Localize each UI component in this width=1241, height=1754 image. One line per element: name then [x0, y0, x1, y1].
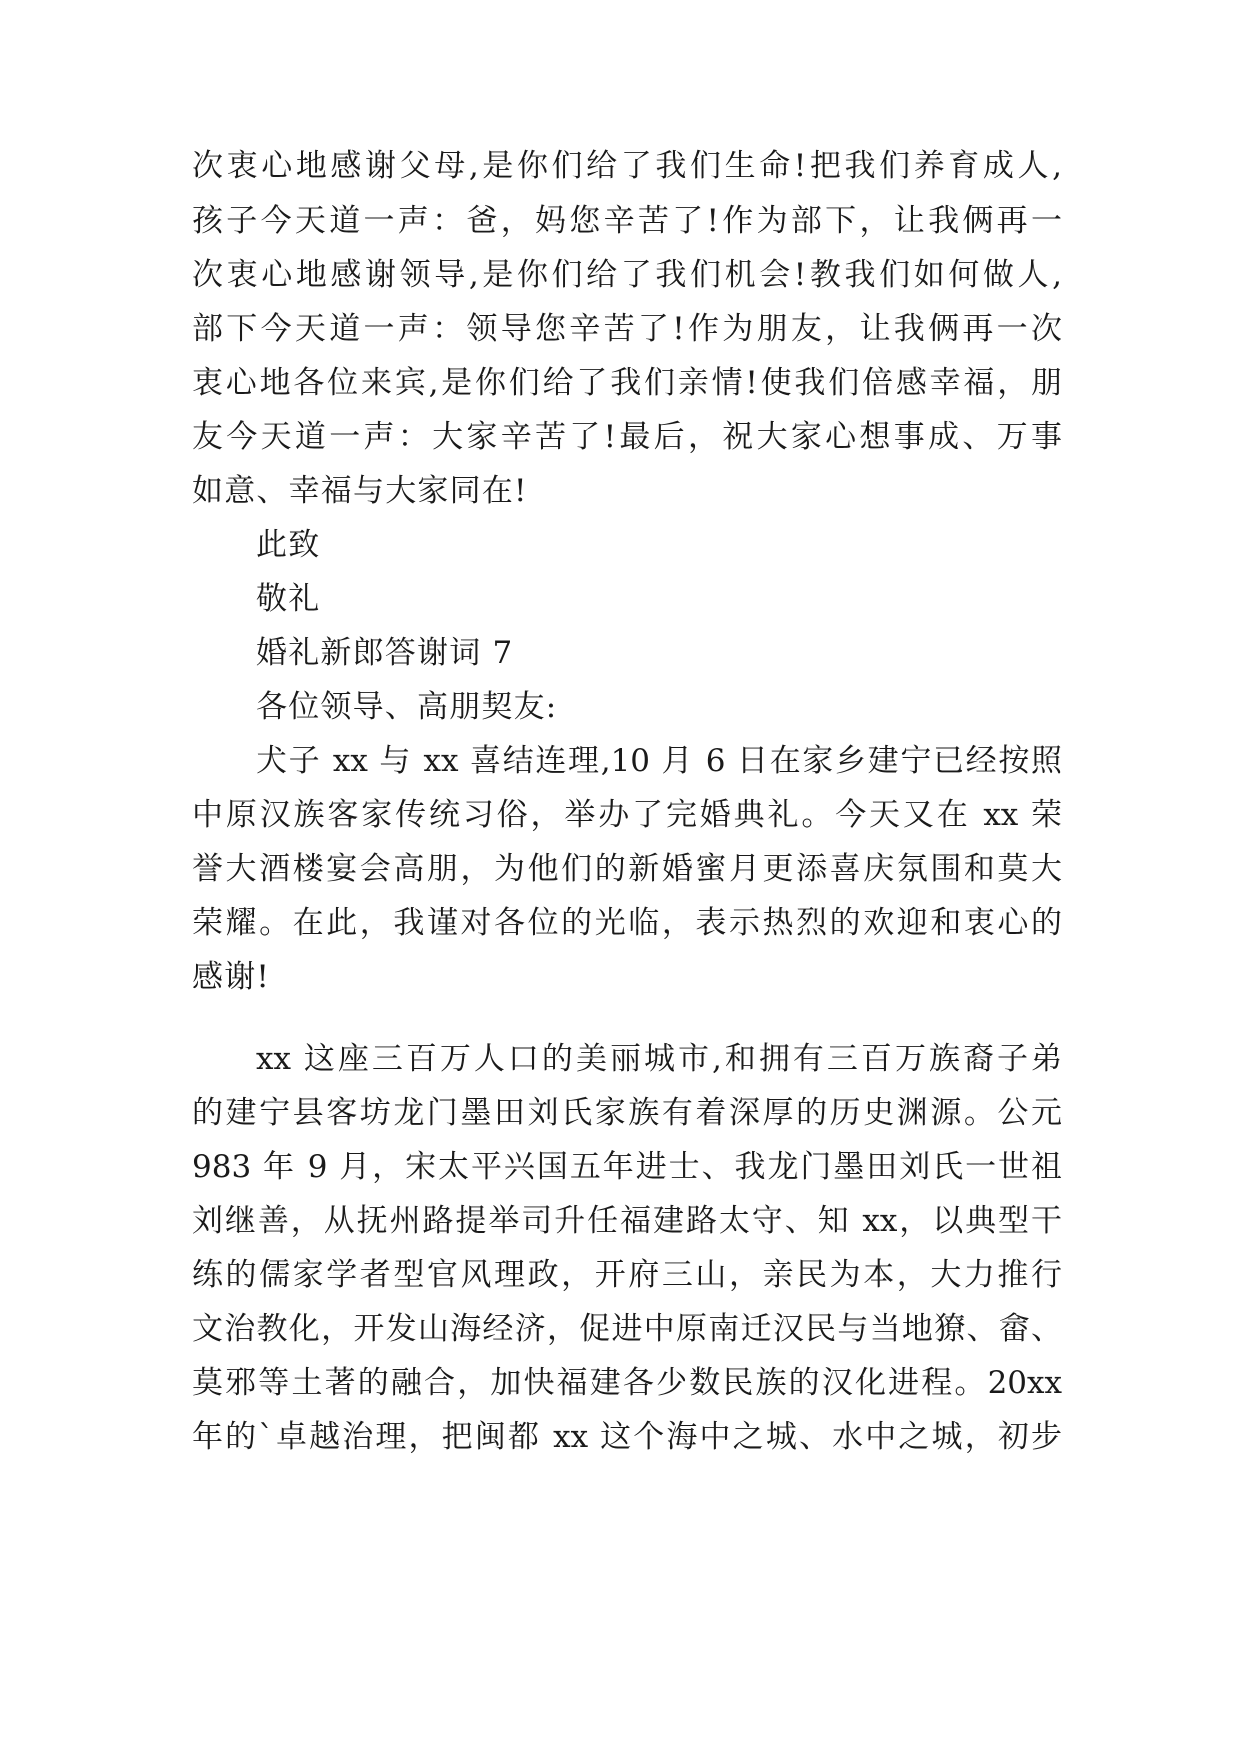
section-heading: 婚礼新郎答谢词 7 — [256, 635, 514, 671]
paragraph-line: 部下今天道一声：领导您辛苦了!作为朋友，让我俩再一次 — [192, 311, 1062, 347]
paragraph-line: 练的儒家学者型官风理政，开府三山，亲民为本，大力推行 — [192, 1257, 1062, 1293]
closing-regards: 敬礼 — [256, 581, 321, 617]
paragraph-line: xx 这座三百万人口的美丽城市,和拥有三百万族裔子弟 — [256, 1041, 1062, 1077]
paragraph-line: 犬子 xx 与 xx 喜结连理,10 月 6 日在家乡建宁已经按照 — [256, 743, 1062, 779]
paragraph-line: 中原汉族客家传统习俗，举办了完婚典礼。今天又在 xx 荣 — [192, 797, 1062, 833]
paragraph-line: 友今天道一声：大家辛苦了!最后，祝大家心想事成、万事 — [192, 419, 1062, 455]
paragraph-line: 誉大酒楼宴会高朋，为他们的新婚蜜月更添喜庆氛围和莫大 — [192, 851, 1062, 887]
paragraph-line: 荣耀。在此，我谨对各位的光临，表示热烈的欢迎和衷心的 — [192, 905, 1062, 941]
paragraph-line: 文治教化，开发山海经济，促进中原南迁汉民与当地獠、畲、 — [192, 1311, 1062, 1347]
paragraph-line: 如意、幸福与大家同在! — [192, 473, 528, 509]
paragraph-line: 感谢! — [192, 959, 271, 995]
paragraph-line: 次衷心地感谢父母,是你们给了我们生命!把我们养育成人, — [192, 148, 1062, 184]
paragraph-line: 的建宁县客坊龙门墨田刘氏家族有着深厚的历史渊源。公元 — [192, 1095, 1062, 1131]
paragraph-line: 莫邪等土著的融合，加快福建各少数民族的汉化进程。20xx — [192, 1365, 1062, 1401]
paragraph-line: 983 年 9 月，宋太平兴国五年进士、我龙门墨田刘氏一世祖 — [192, 1149, 1062, 1185]
greeting: 各位领导、高朋契友: — [256, 689, 558, 725]
paragraph-line: 刘继善，从抚州路提举司升任福建路太守、知 xx，以典型干 — [192, 1203, 1062, 1239]
paragraph-line: 次衷心地感谢领导,是你们给了我们机会!教我们如何做人, — [192, 257, 1062, 293]
paragraph-line: 孩子今天道一声：爸，妈您辛苦了!作为部下，让我俩再一 — [192, 203, 1062, 239]
paragraph-line: 年的`卓越治理，把闽都 xx 这个海中之城、水中之城，初步 — [192, 1419, 1062, 1455]
paragraph-line: 衷心地各位来宾,是你们给了我们亲情!使我们倍感幸福，朋 — [192, 365, 1062, 401]
closing-salutation: 此致 — [256, 527, 321, 563]
